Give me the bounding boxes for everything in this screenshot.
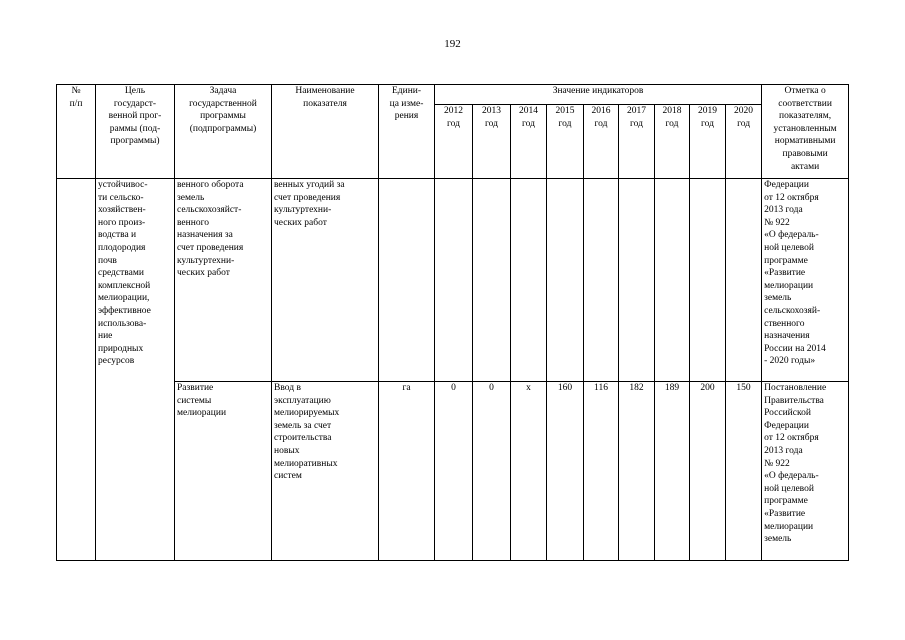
cell-value: 200: [690, 382, 726, 561]
cell-value: [547, 179, 584, 382]
table-row: [57, 382, 849, 561]
header-year: 2015 год: [547, 105, 584, 179]
cell-value: [619, 179, 655, 382]
header-goal: Цель государст- венной прог- раммы (под- программы): [96, 85, 175, 179]
cell-indicator: Ввод в эксплуатацию мелиорируемых земель за счет строительства новых мелиоративных систем: [272, 382, 379, 561]
header-year: 2019 год: [690, 105, 726, 179]
cell-num: [57, 179, 96, 561]
cell-value: х: [511, 382, 547, 561]
cell-value: 116: [584, 382, 619, 561]
cell-value: [473, 179, 511, 382]
header-num: № п/п: [57, 85, 96, 179]
cell-value: [690, 179, 726, 382]
cell-value: [511, 179, 547, 382]
cell-note: Федерации от 12 октября 2013 года № 922 «О федераль- ной целевой программе «Развитие мелиорации земель сельскохозяй- ственного назначения России на 2014 - 2020 годы»: [762, 179, 849, 382]
indicators-table: [56, 84, 849, 561]
header-year: 2020 год: [726, 105, 762, 179]
cell-value: [584, 179, 619, 382]
cell-goal: устойчивос- ти сельско- хозяйствен- ного произ- водства и плодородия почв средствами комплексной мелиорации, эффективное использова- ние природных ресурсов: [96, 179, 175, 561]
cell-indicator: венных угодий за счет проведения культуртехни- ческих работ: [272, 179, 379, 382]
header-year: 2018 год: [655, 105, 690, 179]
cell-value: 182: [619, 382, 655, 561]
header-year: 2016 год: [584, 105, 619, 179]
header-values-group: Значение индикаторов: [435, 85, 762, 105]
cell-value: 150: [726, 382, 762, 561]
table-row: [57, 179, 849, 382]
cell-value: 189: [655, 382, 690, 561]
header-year: 2012 год: [435, 105, 473, 179]
cell-value: [726, 179, 762, 382]
cell-task: Развитие системы мелиорации: [175, 382, 272, 561]
header-year: 2013 год: [473, 105, 511, 179]
header-row-1: [57, 85, 849, 105]
header-task: Задача государственной программы (подпрограммы): [175, 85, 272, 179]
header-note: Отметка о соответствии показателям, установленным нормативными правовыми актами: [762, 85, 849, 179]
page-number: 192: [444, 38, 461, 50]
header-year: 2017 год: [619, 105, 655, 179]
cell-value: [435, 179, 473, 382]
cell-value: 0: [473, 382, 511, 561]
cell-note: Постановление Правительства Российской Федерации от 12 октября 2013 года № 922 «О федераль- ной целевой программе «Развитие мелиорации земель: [762, 382, 849, 561]
header-unit: Едини- ца изме- рения: [379, 85, 435, 179]
cell-value: 0: [435, 382, 473, 561]
cell-value: 160: [547, 382, 584, 561]
header-year: 2014 год: [511, 105, 547, 179]
header-indicator: Наименование показателя: [272, 85, 379, 179]
cell-unit: [379, 179, 435, 382]
cell-value: [655, 179, 690, 382]
cell-unit: га: [379, 382, 435, 561]
cell-task: венного оборота земель сельскохозяйст- венного назначения за счет проведения культуртехни- ческих работ: [175, 179, 272, 382]
